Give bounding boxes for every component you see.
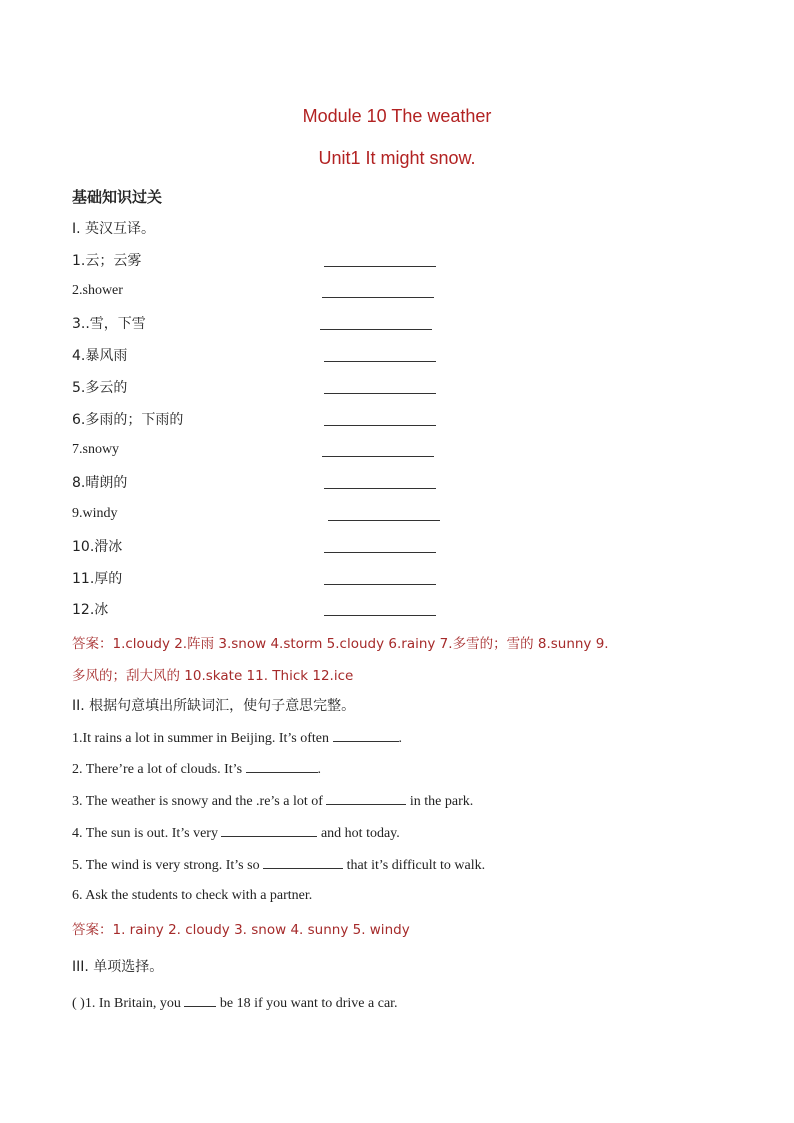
sentence-text: that it’s difficult to walk. [343,858,486,873]
sentence-text: 1.It rains a lot in summer in Beijing. It’s often [72,731,333,746]
question-text: ( )1. In Britain, you [72,996,185,1011]
part1-item: 7.snowy [72,442,120,457]
answer-blank[interactable] [326,792,406,805]
answer-blank[interactable] [324,615,436,616]
sentence-text: and hot today. [317,826,400,841]
part1-item: 10.滑冰 [72,539,123,555]
part1-heading: I. 英汉互译。 [72,221,156,237]
part2-item [72,729,402,747]
part1-item: 5.多云的 [72,380,128,396]
part2-item [72,760,321,778]
answer-blank[interactable] [320,329,432,330]
part1-item: 2.shower [72,283,123,298]
answer-blank[interactable] [246,760,318,773]
sentence-text: 5. The wind is very strong. It’s so [72,858,264,873]
answer-blank[interactable] [322,456,434,457]
sentence-text: 2. There’re a lot of clouds. It’s [72,762,246,777]
part3-heading: III. 单项选择。 [72,959,164,975]
page-subtitle: Unit1 It might snow. [318,148,476,168]
sentence-text: 4. The sun is out. It’s very [72,826,222,841]
part1-item: 11.厚的 [72,571,123,587]
answer-blank[interactable] [263,856,343,869]
part1-item: 12.冰 [72,602,109,618]
part1-item: 1.云；云雾 [72,253,142,269]
sentence-text: 6. Ask the students to check with a partner. [72,888,313,903]
answer-blank[interactable] [221,824,317,837]
answer-blank[interactable] [324,488,436,489]
part2-item [72,888,312,904]
question-text: be 18 if you want to drive a car. [216,996,398,1011]
answer-blank[interactable] [324,552,436,553]
sentence-text: . [317,762,322,777]
part3-item [72,994,398,1012]
sentence-text: 3. The weather is snowy and the .re’s a lot of [72,794,327,809]
page-title: Module 10 The weather [302,106,492,126]
answer-blank[interactable] [324,425,436,426]
part2-heading: II. 根据句意填出所缺词汇，使句子意思完整。 [72,698,356,714]
part2-answer: 答案：1. rainy 2. cloudy 3. snow 4. sunny 5. windy [72,922,410,938]
part1-item: 6.多雨的；下雨的 [72,412,184,428]
answer-blank[interactable] [324,584,436,585]
sentence-text: in the park. [406,794,474,809]
answer-blank[interactable] [324,266,436,267]
part2-item [72,824,400,842]
part1-item: 9.windy [72,506,118,521]
part1-answer: 答案：1.cloudy 2.阵雨 3.snow 4.storm 5.cloudy 6.rainy 7.多雪的；雪的 8.sunny 9. [72,636,609,652]
part1-answer: 多风的；刮大风的 10.skate 11. Thick 12.ice [72,668,354,684]
answer-blank[interactable] [328,520,440,521]
part1-item: 8.晴朗的 [72,475,128,491]
answer-blank[interactable] [322,297,434,298]
part1-item: 4.暴风雨 [72,348,128,364]
part2-item [72,856,485,874]
answer-blank[interactable] [324,361,436,362]
part2-item [72,792,473,810]
section-heading: 基础知识过关 [72,188,163,206]
answer-blank[interactable] [324,393,436,394]
part1-item: 3..雪，下雪 [72,316,146,332]
sentence-text: . [398,731,403,746]
answer-blank[interactable] [184,994,216,1007]
answer-blank[interactable] [333,729,399,742]
